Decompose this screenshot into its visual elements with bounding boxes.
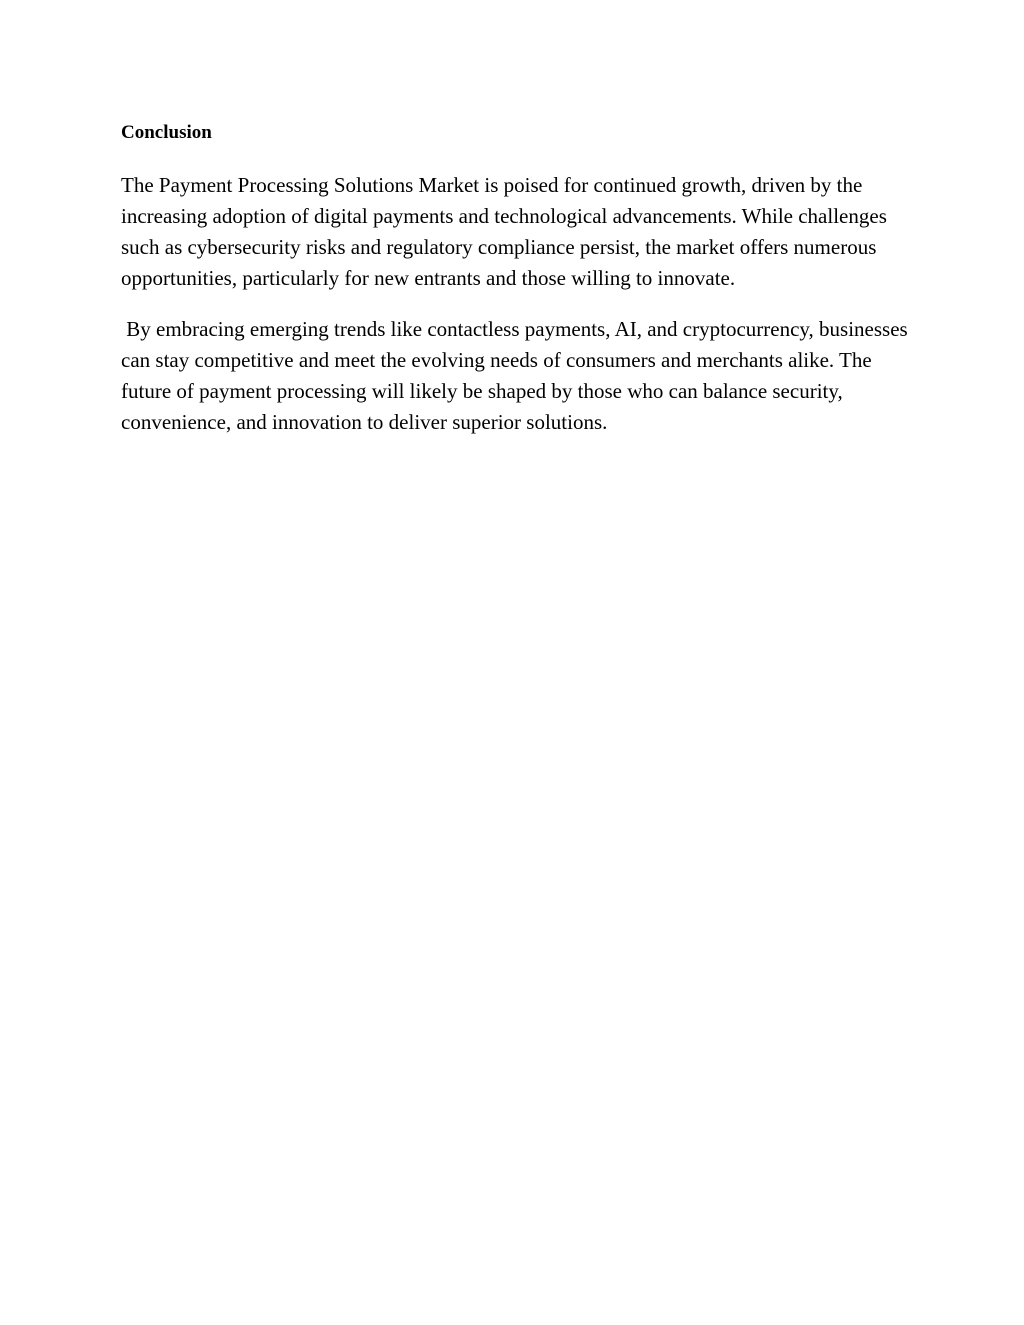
section-heading: Conclusion bbox=[121, 122, 212, 143]
document-page bbox=[121, 120, 911, 458]
paragraph-1: The Payment Processing Solutions Market is poised for continued growth, driven by the increasing adoption of digital payments and technological advancements. While challenges such as cybersecurity risks and regulatory compliance persist, the market offers numerous opportunities, particularly for new entrants and those willing to innovate. bbox=[121, 173, 893, 290]
paragraph-2: By embracing emerging trends like contactless payments, AI, and cryptocurrency, businesses can stay competitive and meet the evolving needs of consumers and merchants alike. The future of payment processing will likely be shaped by those who can balance security, convenience, and innovation to deliver superior solutions. bbox=[121, 317, 913, 434]
